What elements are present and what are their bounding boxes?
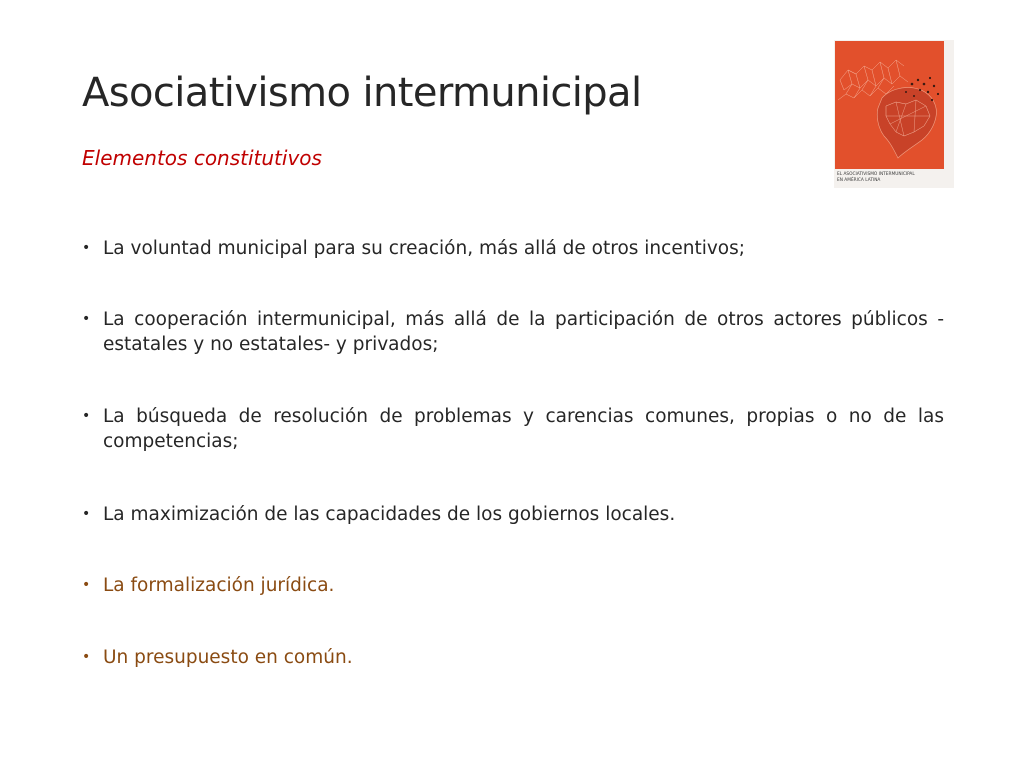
- bullet-text: La búsqueda de resolución de problemas y carencias comunes, propias o no de las competencias;: [103, 406, 944, 452]
- bullet-item: [82, 236, 944, 261]
- bullet-marker: •: [82, 408, 91, 424]
- book-cover-image: [834, 40, 954, 188]
- bullet-marker: •: [82, 649, 91, 665]
- book-cover-title-line2: EN AMÉRICA LATINA: [837, 178, 881, 183]
- bullet-item: [82, 404, 944, 454]
- slide-title: Asociativismo intermunicipal: [82, 70, 642, 116]
- bullet-text: Un presupuesto en común.: [103, 647, 353, 668]
- bullet-item: [82, 502, 944, 527]
- bullet-item: [82, 307, 944, 357]
- bullet-text: La formalización jurídica.: [103, 575, 335, 596]
- slide-subtitle: Elementos constitutivos: [82, 146, 322, 170]
- book-cover-title-line1: EL ASOCIATIVISMO INTERMUNICIPAL: [837, 172, 915, 177]
- bullet-text: La maximización de las capacidades de los gobiernos locales.: [103, 504, 676, 525]
- bullet-marker: •: [82, 577, 91, 593]
- bullet-item: [82, 645, 944, 670]
- bullet-marker: •: [82, 506, 91, 522]
- bullet-marker: •: [82, 240, 91, 256]
- bullet-text: La cooperación intermunicipal, más allá de la participación de otros actores públicos -estatales y no estatales- y privados;: [103, 309, 944, 355]
- bullet-item: [82, 573, 944, 598]
- bullet-text: La voluntad municipal para su creación, más allá de otros incentivos;: [103, 238, 745, 259]
- bullet-marker: •: [82, 311, 91, 327]
